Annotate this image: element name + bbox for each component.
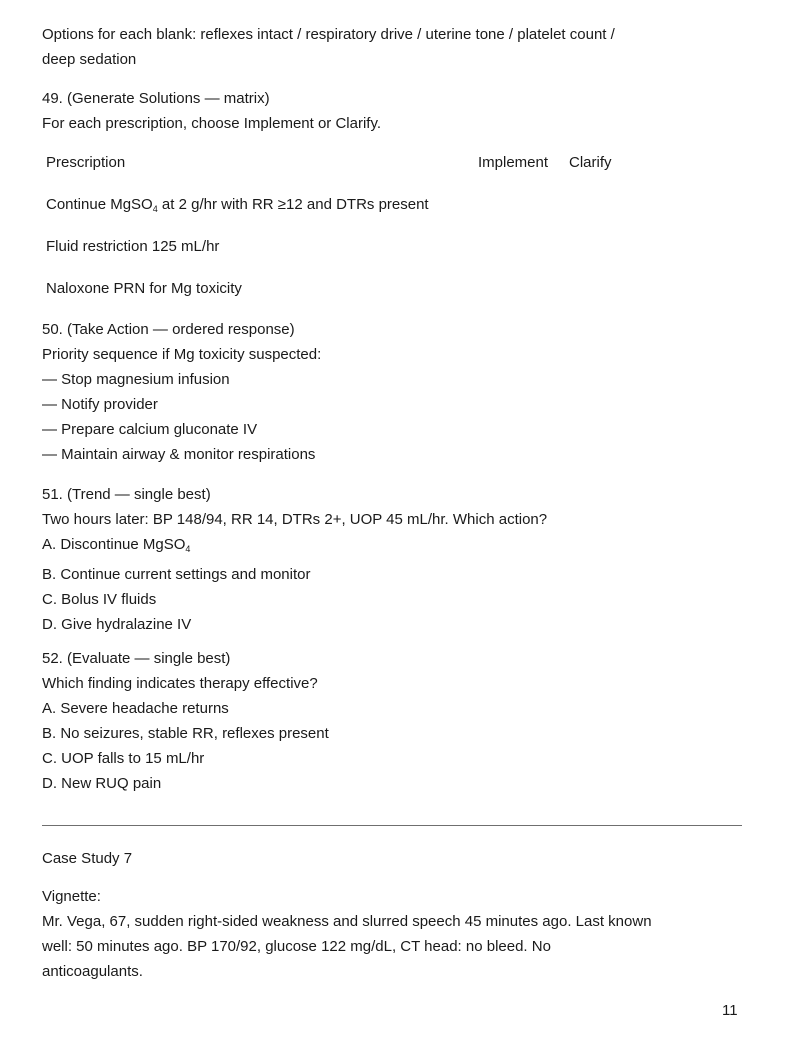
vignette-line: well: 50 minutes ago. BP 170/92, glucose 122 mg/dL, CT head: no bleed. No	[42, 938, 551, 955]
option-item: A. Severe headache returns	[42, 700, 229, 717]
section-divider	[42, 825, 742, 826]
option-d: D. Give hydralazine IV	[42, 616, 192, 633]
subscript: 4	[185, 544, 191, 554]
options-line-2: deep sedation	[42, 51, 137, 68]
header-clarify: Clarify	[569, 154, 612, 171]
q52-title: 52. (Evaluate — single best)	[42, 650, 231, 667]
matrix-row	[46, 235, 706, 259]
option-item: D. New RUQ pain	[42, 775, 162, 792]
q51-title: 51. (Trend — single best)	[42, 486, 211, 503]
q49-instruction: For each prescription, choose Implement or Clarify.	[42, 115, 382, 132]
option-item: B. No seizures, stable RR, reflexes present	[42, 725, 329, 742]
q52-prompt: Which finding indicates therapy effective?	[42, 675, 318, 692]
prescription-cell: Fluid restriction 125 mL/hr	[46, 238, 220, 255]
vignette-line: Mr. Vega, 67, sudden right-sided weakness and slurred speech 45 minutes ago. Last known	[42, 913, 652, 930]
prescription-cell: Naloxone PRN for Mg toxicity	[46, 280, 242, 297]
prescription-cell	[46, 193, 429, 221]
option-a	[42, 532, 742, 562]
subscript: 4	[152, 204, 158, 214]
option-item: C. UOP falls to 15 mL/hr	[42, 750, 205, 767]
page-number: 11	[722, 1002, 738, 1019]
list-item: — Notify provider	[42, 396, 158, 413]
case-study-title: Case Study 7	[42, 850, 133, 867]
q49-header	[42, 86, 742, 136]
q52-block	[42, 646, 742, 796]
q50-block	[42, 317, 742, 467]
list-item: — Prepare calcium gluconate IV	[42, 421, 258, 438]
q51-prompt: Two hours later: BP 148/94, RR 14, DTRs 2+, UOP 45 mL/hr. Which action?	[42, 511, 548, 528]
q50-prompt: Priority sequence if Mg toxicity suspected:	[42, 346, 322, 363]
list-item: — Maintain airway & monitor respirations	[42, 446, 316, 463]
vignette-block	[42, 884, 742, 984]
q48-options	[42, 22, 742, 72]
vignette-label: Vignette:	[42, 888, 101, 905]
option-c: C. Bolus IV fluids	[42, 591, 157, 608]
list-item: — Stop magnesium infusion	[42, 371, 230, 388]
prescription-text: Continue MgSO	[46, 196, 153, 213]
q51-block	[42, 482, 742, 637]
option-b: B. Continue current settings and monitor	[42, 566, 311, 583]
matrix-row	[46, 277, 706, 301]
header-implement: Implement	[478, 154, 549, 171]
matrix-row	[46, 193, 706, 217]
header-prescription: Prescription	[46, 154, 126, 171]
option-a-text: A. Discontinue MgSO	[42, 536, 186, 553]
options-line-1: Options for each blank: reflexes intact / respiratory drive / uterine tone / platelet count /	[42, 26, 615, 43]
matrix-header-row	[46, 151, 706, 175]
q49-title: 49. (Generate Solutions — matrix)	[42, 90, 270, 107]
prescription-text-cont: at 2 g/hr with RR ≥12 and DTRs present	[157, 196, 429, 213]
q50-title: 50. (Take Action — ordered response)	[42, 321, 295, 338]
case-study-title-block	[42, 846, 742, 871]
vignette-line: anticoagulants.	[42, 963, 143, 980]
